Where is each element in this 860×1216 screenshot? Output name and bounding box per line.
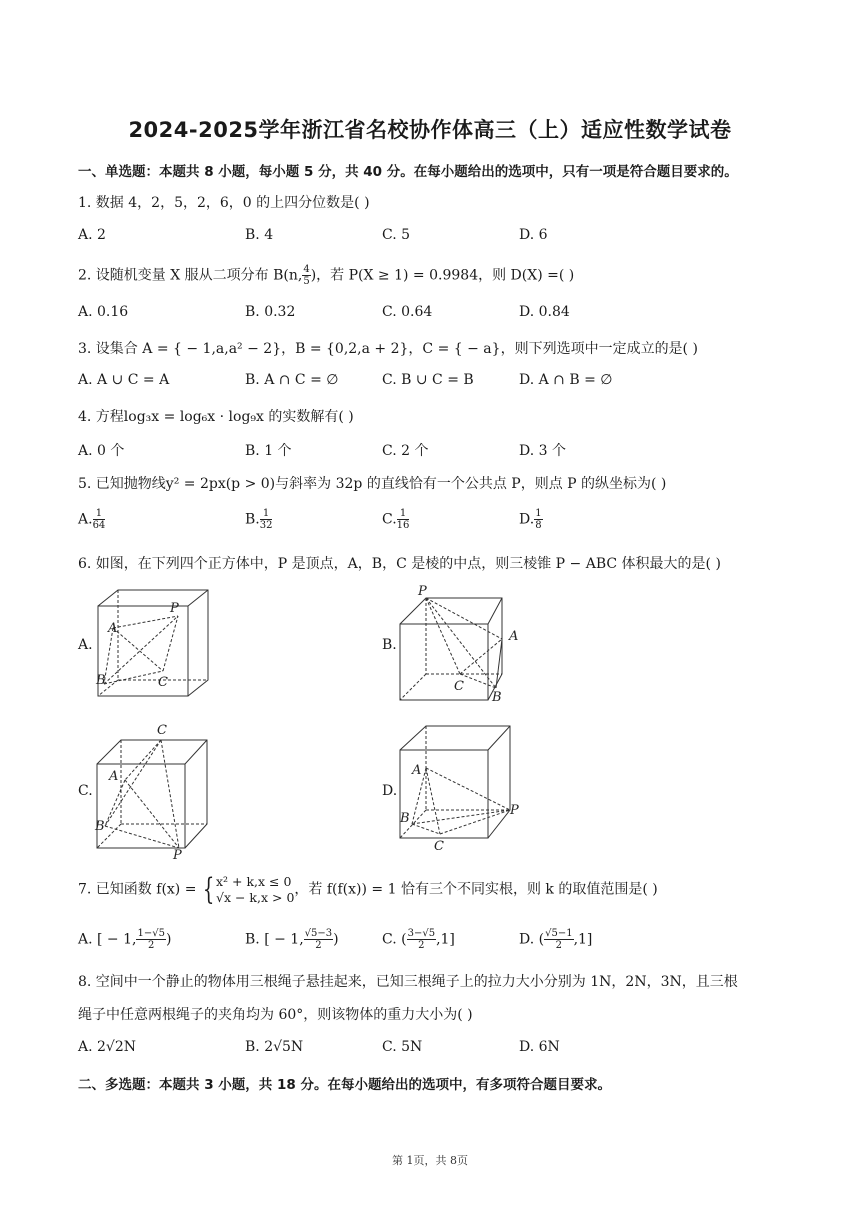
- option-a-prefix: A. [ − 1,: [78, 931, 137, 948]
- option-c[interactable]: C. 5N: [382, 1039, 423, 1055]
- question-7-options: [78, 928, 798, 956]
- denominator: 2: [315, 940, 322, 951]
- fraction: [260, 508, 273, 531]
- question-7-stem-start: 7. 已知函数 f(x) =: [78, 881, 197, 898]
- option-d-prefix: D. (: [519, 931, 545, 948]
- option-b[interactable]: [245, 508, 272, 531]
- fraction: [302, 264, 310, 287]
- point-b-label: B: [96, 673, 106, 688]
- numerator: 3−√5: [407, 928, 436, 939]
- point-a-label: A: [509, 629, 519, 644]
- option-c[interactable]: C. B ∪ C = B: [382, 372, 474, 388]
- brace-icon: {: [202, 872, 215, 907]
- page-footer: 第 1页，共 8页: [392, 1154, 468, 1167]
- question-7-stem: [78, 872, 658, 907]
- option-b[interactable]: B. 2√5N: [245, 1039, 304, 1055]
- denominator: 5: [303, 276, 310, 287]
- option-a[interactable]: A. 0.16: [78, 304, 129, 320]
- point-p-label: P: [510, 803, 519, 818]
- numerator: 4: [303, 264, 310, 275]
- option-c[interactable]: [382, 928, 455, 951]
- case-2: √x − k,x > 0: [216, 889, 295, 905]
- fraction: [544, 928, 573, 951]
- case-1: x² + k,x ≤ 0: [216, 873, 292, 889]
- option-d[interactable]: D. A ∩ B = ∅: [519, 372, 613, 388]
- point-b-label: B: [492, 690, 502, 705]
- option-b[interactable]: B. 4: [245, 227, 274, 243]
- question-8-stem-line-2: 绳子中任意两根绳子的夹角均为 60°，则该物体的重力大小为( ): [78, 1007, 473, 1023]
- option-d-suffix: ,1]: [573, 931, 593, 948]
- option-a[interactable]: A. 0 个: [78, 443, 125, 459]
- point-p-label: P: [170, 601, 179, 616]
- denominator: 8: [535, 520, 542, 531]
- question-3-stem: 3. 设集合 A = { − 1,a,a² − 2}，B = {0,2,a + 2}，C = { − a}，则下列选项中一定成立的是( ): [78, 341, 698, 357]
- point-c-label: C: [454, 679, 464, 694]
- cube-figure-d[interactable]: [398, 724, 528, 854]
- option-d[interactable]: D. 3 个: [519, 443, 566, 459]
- fraction: [136, 928, 165, 951]
- numerator: 1−√5: [137, 928, 165, 939]
- option-a[interactable]: [78, 928, 171, 951]
- denominator: 64: [92, 520, 106, 531]
- option-a[interactable]: [78, 508, 105, 531]
- question-4-options: [78, 440, 798, 462]
- denominator: 32: [259, 520, 273, 531]
- option-b[interactable]: B. 1 个: [245, 443, 292, 459]
- point-p-label: P: [418, 584, 427, 599]
- point-c-label: C: [158, 675, 168, 690]
- option-d[interactable]: D. 6N: [519, 1039, 560, 1055]
- option-c-prefix: C.: [382, 511, 397, 528]
- option-c-suffix: ,1]: [436, 931, 455, 948]
- point-c-label: C: [434, 839, 444, 854]
- option-a-suffix: ): [165, 931, 172, 948]
- point-a-label: A: [412, 763, 422, 778]
- fraction: [534, 508, 542, 531]
- denominator: 2: [418, 940, 425, 951]
- option-b[interactable]: B. 0.32: [245, 304, 296, 320]
- fraction: [407, 928, 436, 951]
- piecewise-cases: [216, 874, 294, 906]
- option-b[interactable]: B. A ∩ C = ∅: [245, 372, 339, 388]
- option-c[interactable]: C. 0.64: [382, 304, 433, 320]
- question-8-stem-line-1: 8. 空间中一个静止的物体用三根绳子悬挂起来，已知三根绳子上的拉力大小分别为 1N，2N，3N，且三根: [78, 974, 738, 990]
- option-b-suffix: ): [333, 931, 339, 948]
- numerator: 1: [93, 508, 106, 520]
- numerator: 1: [397, 508, 410, 520]
- fraction: [304, 928, 333, 951]
- cube-figure-b[interactable]: [398, 584, 528, 704]
- question-2-options: [78, 304, 798, 326]
- option-c[interactable]: [382, 508, 409, 531]
- question-1-options: [78, 227, 798, 249]
- denominator: 2: [555, 940, 563, 951]
- option-a-prefix: A.: [78, 511, 93, 528]
- figure-label-a[interactable]: A.: [78, 637, 93, 653]
- option-a[interactable]: A. 2: [78, 227, 106, 243]
- option-b[interactable]: [245, 928, 339, 951]
- question-4-stem: 4. 方程log₃x = log₆x · log₉x 的实数解有( ): [78, 409, 354, 425]
- option-c[interactable]: C. 2 个: [382, 443, 429, 459]
- cube-figure-c[interactable]: [95, 720, 215, 863]
- option-d[interactable]: D. 0.84: [519, 304, 570, 320]
- section-heading-multiple-choice: 二、多选题：本题共 3 小题，共 18 分。在每小题给出的选项中，有多项符合题目要求。: [78, 1077, 611, 1093]
- option-d[interactable]: D. 6: [519, 227, 548, 243]
- cube-figure-a[interactable]: [96, 588, 216, 698]
- denominator: 2: [148, 940, 155, 951]
- numerator: 1: [535, 508, 542, 519]
- option-c[interactable]: C. 5: [382, 227, 411, 243]
- question-2-stem-end: )，若 P(X ≥ 1) = 0.9984，则 D(X) =( ): [310, 267, 575, 284]
- numerator: √5−3: [304, 928, 333, 939]
- option-c-prefix: C. (: [382, 931, 407, 948]
- option-a[interactable]: A. A ∪ C = A: [78, 372, 170, 388]
- option-d[interactable]: [519, 928, 592, 951]
- question-5-stem: 5. 已知抛物线y² = 2px(p > 0)与斜率为 32p 的直线恰有一个公共点 P，则点 P 的纵坐标为( ): [78, 476, 667, 492]
- option-b-prefix: B.: [245, 511, 260, 528]
- option-b-prefix: B. [ − 1,: [245, 931, 304, 948]
- denominator: 16: [396, 520, 410, 531]
- fraction: [93, 508, 106, 531]
- fraction: [397, 508, 410, 531]
- question-2-stem-start: 2. 设随机变量 X 服从二项分布 B(n,: [78, 267, 303, 284]
- question-7-stem-end: ，若 f(f(x)) = 1 恰有三个不同实根，则 k 的取值范围是( ): [294, 881, 658, 898]
- point-a-label: A: [108, 621, 118, 636]
- option-d[interactable]: [519, 508, 543, 531]
- point-b-label: B: [400, 811, 410, 826]
- figure-label-b[interactable]: B.: [382, 637, 397, 653]
- question-1-stem: 1. 数据 4，2，5，2，6，0 的上四分位数是( ): [78, 195, 370, 211]
- question-6-stem: 6. 如图，在下列四个正方体中，P 是顶点，A，B，C 是棱的中点，则三棱锥 P − ABC 体积最大的是( ): [78, 556, 721, 572]
- point-a-label: A: [109, 769, 119, 784]
- question-5-options: [78, 508, 798, 536]
- figure-label-c[interactable]: C.: [78, 783, 93, 799]
- option-a[interactable]: A. 2√2N: [78, 1039, 136, 1055]
- point-c-label: C: [157, 723, 167, 738]
- point-b-label: B: [95, 819, 105, 834]
- question-3-options: [78, 372, 798, 394]
- point-p-label: P: [173, 848, 182, 863]
- question-8-options: [78, 1039, 798, 1061]
- section-heading-single-choice: 一、单选题：本题共 8 小题，每小题 5 分，共 40 分。在每小题给出的选项中，只有一项是符合题目要求的。: [78, 164, 738, 180]
- question-2-stem: [78, 264, 574, 287]
- option-d-prefix: D.: [519, 511, 535, 528]
- numerator: √5−1: [545, 928, 573, 939]
- numerator: 1: [260, 508, 273, 520]
- page-title: 2024-2025学年浙江省名校协作体高三（上）适应性数学试卷: [128, 118, 732, 142]
- figure-label-d[interactable]: D.: [382, 783, 398, 799]
